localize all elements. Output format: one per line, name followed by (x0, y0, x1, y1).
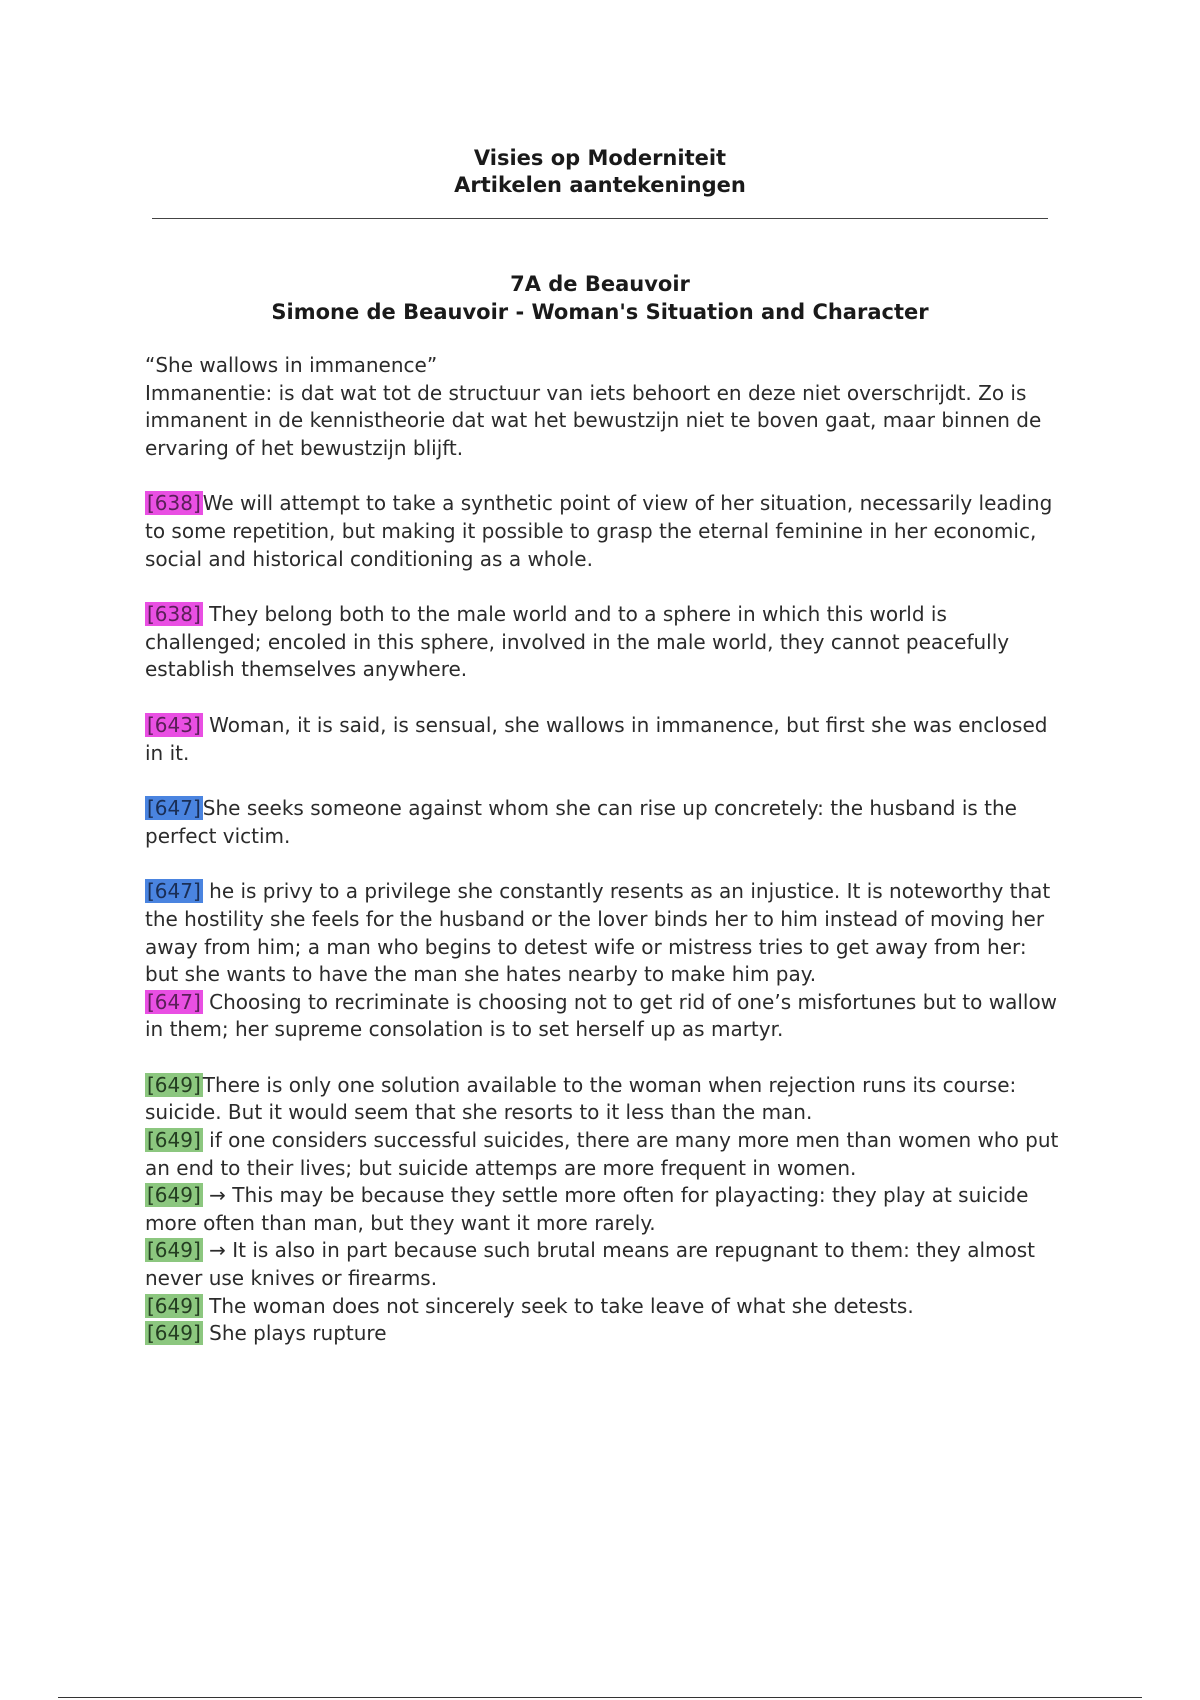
paragraph-gap (145, 684, 1065, 712)
note-text: if one considers successful suicides, there are many more men than women who put an end to their lives; but suicide attemps are more frequent in women. (145, 1128, 1059, 1180)
page-ref-tag: [649] (147, 1072, 201, 1097)
note-text: → This may be because they settle more often for playacting: they play at suicide more often than man, but they want it more rarely. (145, 1183, 1029, 1235)
page-ref-tag: [643] (147, 712, 201, 737)
section-heading (0, 270, 1200, 326)
header-subtitle: Artikelen aantekeningen (454, 173, 746, 197)
document-header (0, 145, 1200, 199)
note-text: he is privy to a privilege she constantly resents as an injustice. It is noteworthy that the hostility she feels for the husband or the lover binds her to him instead of moving her away from him; a man who begins to detest wife or mistress tries to get away from her: but she wants to have the man she hates nearby to make him pay. (145, 879, 1051, 987)
note-paragraph (145, 1237, 1065, 1292)
page-ref-tag: [647] (147, 989, 201, 1014)
note-paragraph (145, 712, 1065, 767)
header-title: Visies op Moderniteit (473, 146, 727, 170)
document-body (145, 352, 1065, 1348)
note-text: She seeks someone against whom she can rise up concretely: the husband is the perfect victim. (145, 796, 1017, 848)
page-ref-tag: [647] (147, 879, 201, 904)
note-text: → It is also in part because such brutal means are repugnant to them: they almost never use knives or firearms. (145, 1238, 1036, 1291)
note-text: They belong both to the male world and to a sphere in which this world is challenged; encoled in this sphere, involved in the male world, they cannot peacefully establish themselves anywhere. (145, 602, 1010, 682)
page-ref-tag: [649] (147, 1183, 201, 1208)
note-text: The woman does not sincerely seek to take leave of what she detests. (202, 1293, 914, 1318)
note-paragraph (145, 1072, 1065, 1127)
page-ref-tag: [649] (147, 1238, 201, 1263)
footer-divider (58, 1697, 1142, 1698)
note-paragraph (145, 795, 1065, 850)
note-text: Woman, it is said, is sensual, she wallows in immanence, but first she was enclosed in it. (145, 712, 1048, 765)
page-ref-tag: [649] (147, 1293, 201, 1318)
section-subtitle: Simone de Beauvoir - Woman's Situation and Character (271, 300, 929, 324)
note-paragraph (145, 878, 1065, 988)
paragraph-gap (145, 1044, 1065, 1072)
page-ref-tag: [647] (147, 796, 201, 821)
page-ref-tag: [649] (147, 1128, 201, 1153)
note-paragraph (145, 1320, 1065, 1348)
paragraph-gap (145, 850, 1065, 878)
section-title: 7A de Beauvoir (510, 272, 690, 296)
paragraph-gap (145, 767, 1065, 795)
note-text: There is only one solution available to the woman when rejection runs its course: suicide. But it would seem that she resorts to it less than the man. (145, 1072, 1017, 1125)
note-paragraph (145, 1182, 1065, 1237)
note-paragraph (145, 601, 1065, 684)
note-paragraph (145, 490, 1065, 573)
page-ref-tag: [638] (147, 602, 201, 627)
header-divider (152, 218, 1048, 219)
page-ref-tag: [649] (147, 1321, 201, 1346)
note-paragraph (145, 1127, 1065, 1182)
note-text: She plays rupture (202, 1321, 387, 1346)
intro-quote: “She wallows in immanence” (145, 353, 438, 377)
page-ref-tag: [638] (147, 491, 201, 516)
paragraph-gap (145, 462, 1065, 490)
paragraph-gap (145, 573, 1065, 601)
intro-definition: Immanentie: is dat wat tot de structuur van iets behoort en deze niet overschrijdt. Zo is immanent in de kennistheorie dat wat het bewustzijn niet te boven gaat, maar binnen de ervaring of het bewustzijn blijft. (145, 380, 1042, 460)
note-text: Choosing to recriminate is choosing not to get rid of one’s misfortunes but to wallow in them; her supreme consolation is to set herself up as martyr. (145, 989, 1058, 1042)
note-paragraph (145, 1293, 1065, 1321)
note-paragraph (145, 989, 1065, 1044)
note-text: We will attempt to take a synthetic point of view of her situation, necessarily leading to some repetition, but making it possible to grasp the eternal feminine in her economic, social and historical conditioning as a whole. (145, 491, 1053, 571)
